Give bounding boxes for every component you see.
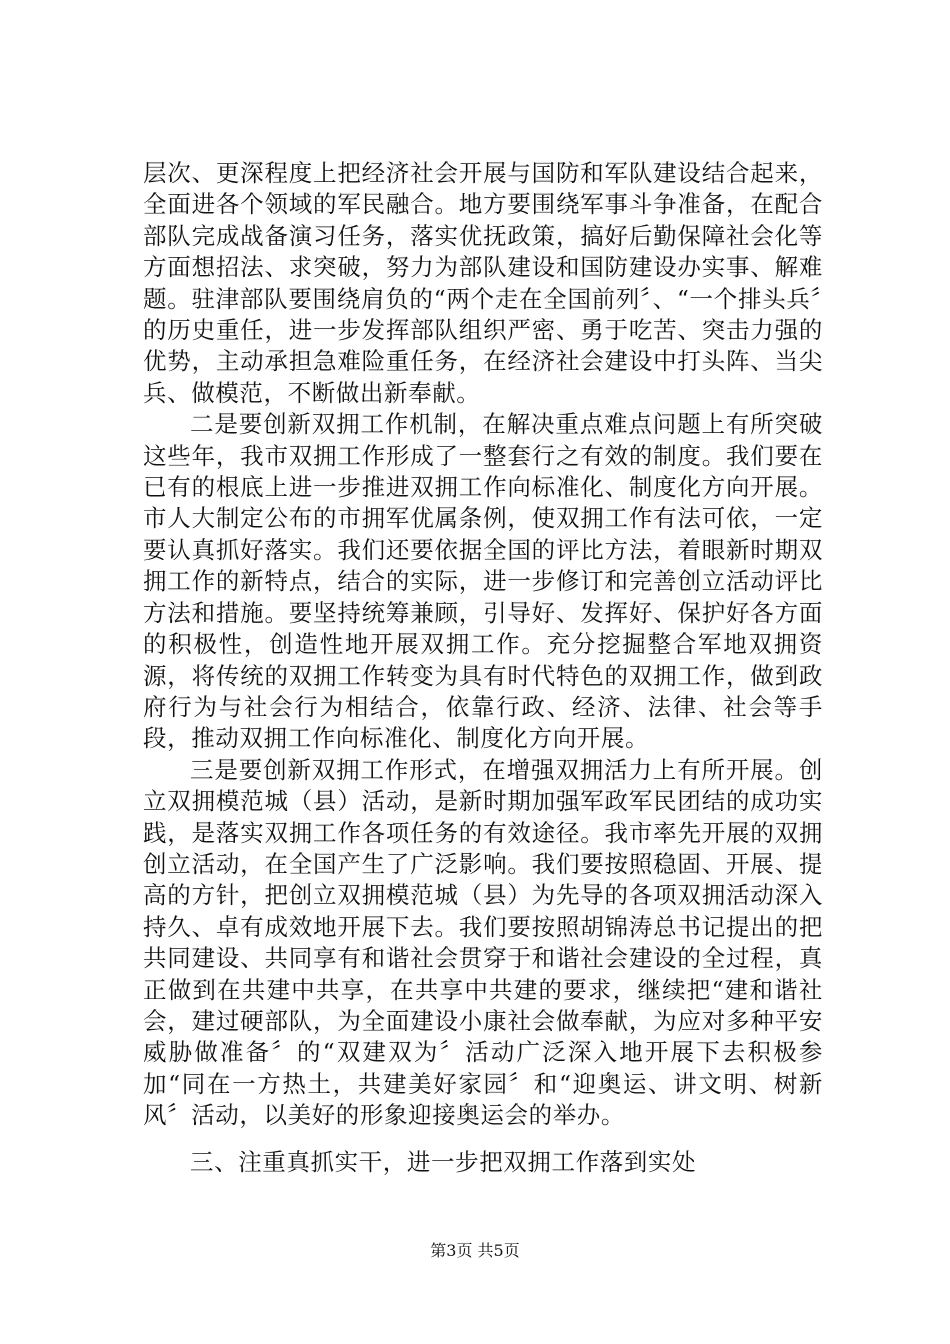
paragraph-form: 三是要创新双拥工作形式，在增强双拥活力上有所开展。创立双拥模范城（县）活动，是新时期加强军政军民团结的成功实践，是落实双拥工作各项任务的有效途径。我市率先开展的双拥创立活动，在全国产生了广泛影响。我们要按照稳固、开展、提高的方针，把创立双拥模范城（县）为先导的各项双拥活动深入持久、卓有成效地开展下去。我们要按照胡锦涛总书记提出的把共同建设、共同享有和谐社会贯穿于和谐社会建设的全过程，真正做到在共建中共享，在共享中共建的要求，继续把“建和谐社会，建过硬部队，为全面建设小康社会做奉献，为应对多种平安威胁做准备〞的“双建双为〞活动广泛深入地开展下去积极参加“同在一方热土，共建美好家园〞和“迎奥运、讲文明、树新风〞活动，以美好的形象迎接奥运会的举办。 — [143, 755, 823, 1130]
paragraph-mechanism: 二是要创新双拥工作机制，在解决重点难点问题上有所突破这些年，我市双拥工作形成了一整套行之有效的制度。我们要在已有的根底上进一步推进双拥工作向标准化、制度化方向开展。市人大制定公布的市拥军优属条例，使双拥工作有法可依，一定要认真抓好落实。我们还要依据全国的评比方法，着眼新时期双拥工作的新特点，结合的实际，进一步修订和完善创立活动评比方法和措施。要坚持统筹兼顾，引导好、发挥好、保护好各方面的积极性，创造性地开展双拥工作。充分挖掘整合军地双拥资源，将传统的双拥工作转变为具有时代特色的双拥工作，做到政府行为与社会行为相结合，依靠行政、经济、法律、社会等手段，推动双拥工作向标准化、制度化方向开展。 — [143, 410, 823, 753]
page-number-footer: 第3页 共5页 — [430, 1241, 520, 1260]
section-heading: 三、注重真抓实干，进一步把双拥工作落到实处 — [190, 1148, 697, 1176]
document-body — [143, 158, 823, 1132]
paragraph-continuation: 层次、更深程度上把经济社会开展与国防和军队建设结合起来，全面进各个领域的军民融合。地方要围绕军事斗争准备，在配合部队完成战备演习任务，落实优抚政策，搞好后勤保障社会化等方面想招法、求突破，努力为部队建设和国防建设办实事、解难题。驻津部队要围绕肩负的“两个走在全国前列〞、“一个排头兵〞的历史重任，进一步发挥部队组织严密、勇于吃苦、突击力强的优势，主动承担急难险重任务，在经济社会建设中打头阵、当尖兵、做模范，不断做出新奉献。 — [143, 159, 823, 407]
